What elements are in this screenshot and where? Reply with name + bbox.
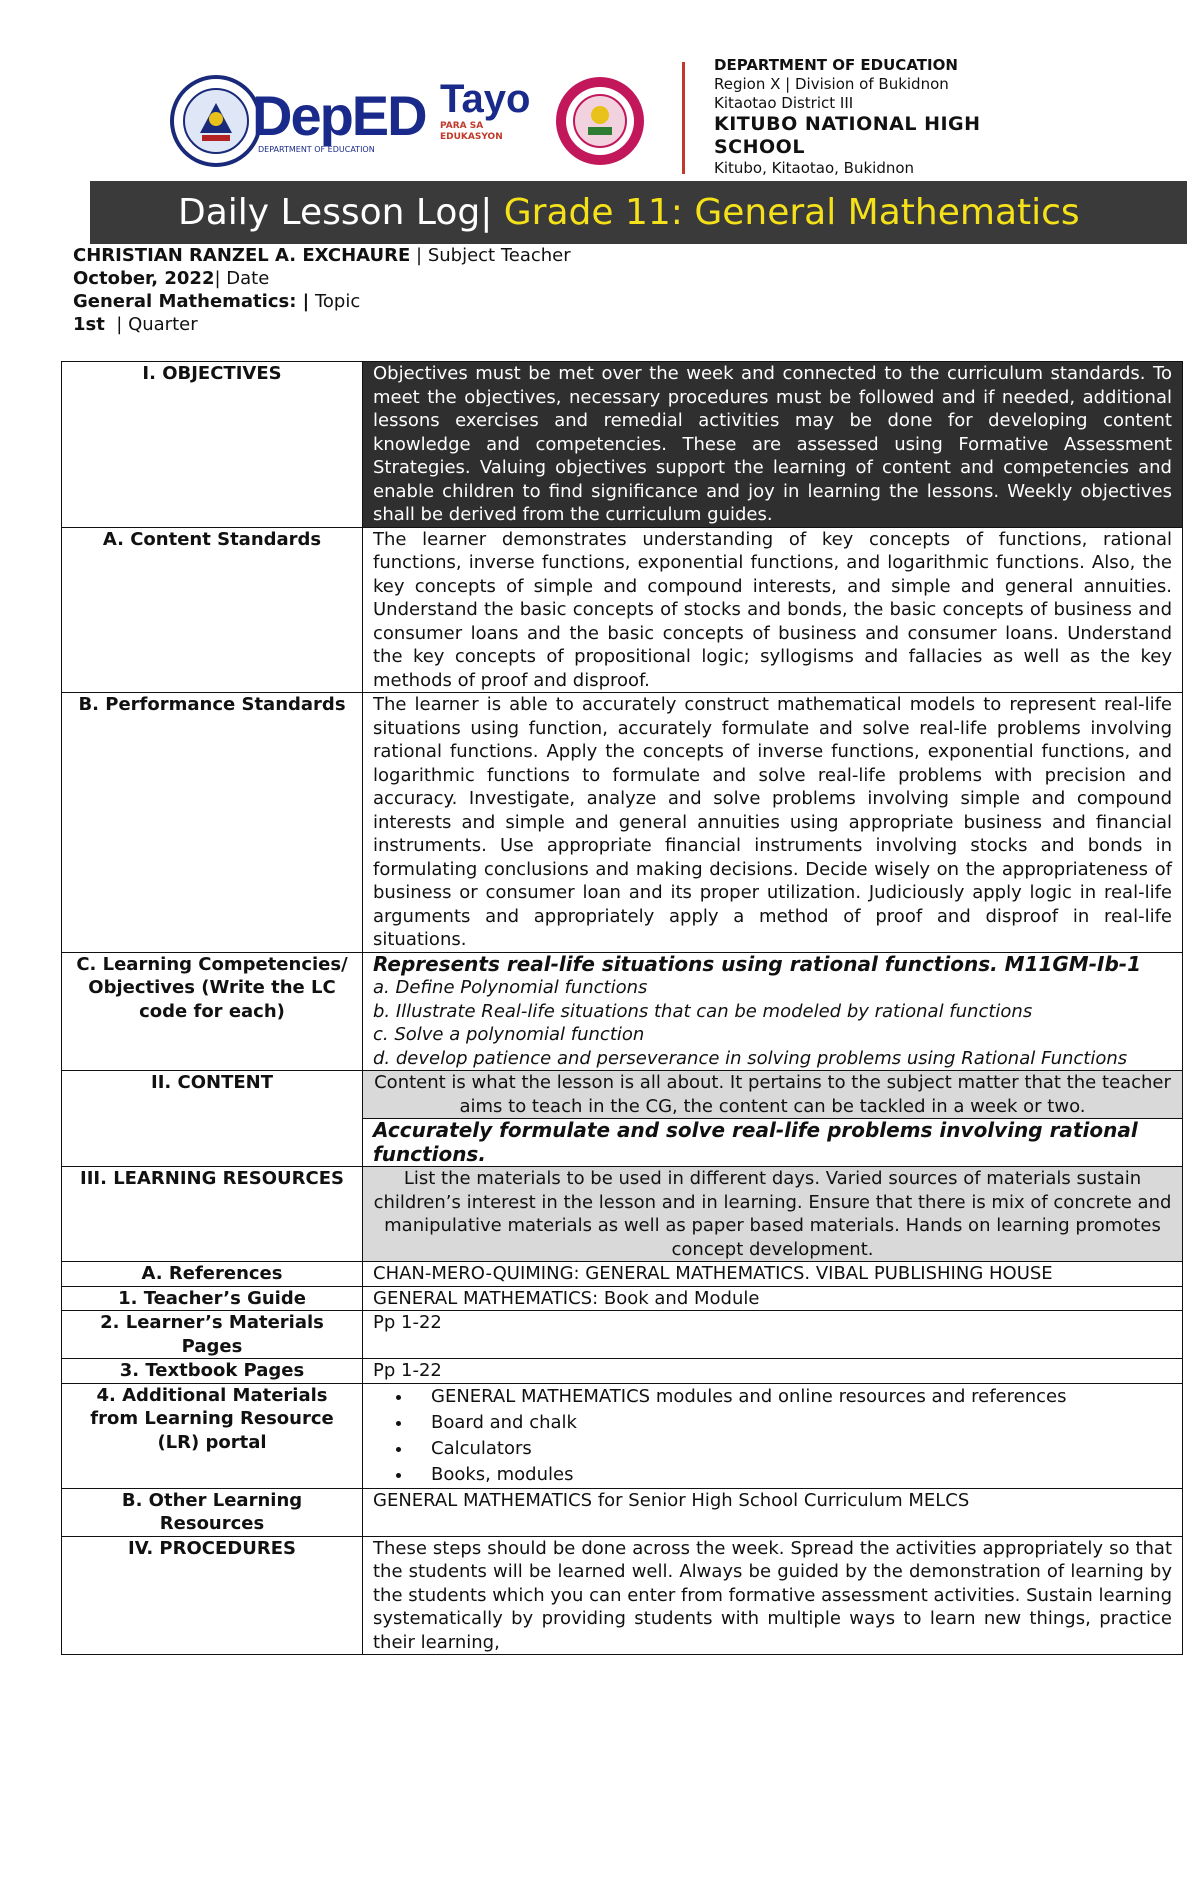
textbook-pages-text: Pp 1-22	[363, 1359, 1183, 1384]
quarter-line	[73, 313, 571, 336]
tayo-edukasyon-logo	[440, 77, 530, 167]
date-value: October, 2022	[73, 268, 215, 289]
table-row	[62, 1359, 1183, 1384]
school-address: Kitubo, Kitaotao, Bukidnon	[714, 159, 915, 177]
date-line	[73, 267, 571, 290]
deped-wordmark-text: DepED	[252, 84, 426, 147]
topic-label: Topic	[309, 291, 361, 312]
list-item: • Calculators	[413, 1436, 1172, 1462]
table-row	[62, 1262, 1183, 1287]
topic-value: General Mathematics: |	[73, 291, 310, 312]
school-header	[714, 56, 1114, 178]
date-label: | Date	[214, 268, 270, 289]
content-label: II. CONTENT	[62, 1071, 363, 1167]
lesson-log-table	[61, 361, 1183, 1655]
competency-item: b. Illustrate Real-life situations that can be modeled by rational functions	[373, 1000, 1033, 1022]
procedures-text: These steps should be done across the week. Spread the activities appropriately so that the students will be learned well. Always be guided by the demonstration of learning by the students which you can enter from formative assessment activities. Sustain learning systematically by providing students with multiple ways to learn new things, practice their learning,	[363, 1536, 1183, 1655]
banner-subtitle: Grade 11: General Mathematics	[492, 192, 1080, 233]
references-text: CHAN-MERO-QUIMING: GENERAL MATHEMATICS. VIBAL PUBLISHING HOUSE	[363, 1262, 1183, 1287]
materials-list	[373, 1384, 1172, 1488]
school-seal-logo	[554, 75, 646, 167]
learning-resources-text: List the materials to be used in different days. Varied sources of materials sustain children’s interest in the lesson and in learning. Ensure that there is mix of concrete and manipulative materials as well as paper based materials. Hands on learning promotes concept development.	[363, 1167, 1183, 1262]
teacher-line	[73, 244, 571, 267]
table-row	[62, 952, 1183, 1071]
performance-standards-label: B. Performance Standards	[62, 693, 363, 953]
banner-title: Daily Lesson Log|	[178, 192, 493, 233]
other-resources-text: GENERAL MATHEMATICS for Senior High School Curriculum MELCS	[363, 1488, 1183, 1536]
competencies-label: C. Learning Competencies/ Objectives (Write the LC code for each)	[62, 952, 363, 1071]
list-item: • Board and chalk	[413, 1410, 1172, 1436]
table-row	[62, 1286, 1183, 1311]
learners-materials-label: 2. Learner’s Materials Pages	[62, 1311, 363, 1359]
objectives-label: I. OBJECTIVES	[62, 362, 363, 528]
topic-line	[73, 290, 571, 313]
table-row	[62, 1167, 1183, 1262]
objectives-text: Objectives must be met over the week and connected to the curriculum standards. To meet the objectives, necessary procedures must be followed and if needed, additional lessons exercises and remedial activities may be done for developing content knowledge and competencies. These are assessed using Formative Assessment Strategies. Valuing objectives support the learning of content and competencies and enable children to find significance and joy in learning the lessons. Weekly objectives shall be derived from the curriculum guides.	[363, 362, 1183, 528]
deped-seal-logo	[170, 75, 262, 167]
content-standards-label: A. Content Standards	[62, 527, 363, 693]
deped-wordmark-subtext: DEPARTMENT OF EDUCATION	[258, 145, 375, 154]
school-name: KITUBO NATIONAL HIGH SCHOOL	[714, 113, 981, 158]
competency-item: d. develop patience and perseverance in solving problems using Rational Functions	[373, 1047, 1128, 1069]
quarter-label: | Quarter	[104, 314, 198, 335]
title-banner	[90, 181, 1187, 244]
competency-item: a. Define Polynomial functions	[373, 977, 648, 998]
learning-resources-label: III. LEARNING RESOURCES	[62, 1167, 363, 1262]
tayo-logo-subtext: PARA SA EDUKASYON	[440, 121, 503, 142]
table-row	[62, 1311, 1183, 1359]
competency-title: Represents real-life situations using rational functions. M11GM-Ib-1	[373, 951, 1141, 976]
table-row	[62, 1383, 1183, 1488]
performance-standards-text: The learner is able to accurately construct mathematical models to represent real-life situations using function, accurately formulate and solve real-life problems involving rational functions. Apply the concepts of inverse functions, exponential functions, and logarithmic functions to formulate and solve real-life problems with precision and accuracy. Investigate, analyze and solve problems involving simple and compound interests and simple and general annuities using appropriate business and financial instruments. Use appropriate financial instruments involving stocks and bonds in formulating conclusions and making decisions. Decide wisely on the appropriateness of business or consumer loan and its proper utilization. Judiciously apply logic in real-life arguments and appropriately apply a method of proof and disproof in real-life situations.	[363, 693, 1183, 953]
content-topic: Accurately formulate and solve real-life problems involving rational functions.	[363, 1119, 1183, 1167]
district-line: Kitaotao District III	[714, 94, 854, 112]
region-line: Region X | Division of Bukidnon	[714, 75, 949, 93]
procedures-label: IV. PROCEDURES	[62, 1536, 363, 1655]
header-divider	[682, 62, 685, 174]
content-standards-text: The learner demonstrates understanding of key concepts of functions, rational functions, inverse functions, exponential functions, and logarithmic functions. Also, the key concepts of simple and compound interests, and simple and general annuities. Understand the basic concepts of stocks and bonds, the basic concepts of business and consumer loans and the basic concepts of business and consumer loans. Understand the key concepts of propositional logic; syllogisms and fallacies as well as the key methods of proof and disproof.	[363, 527, 1183, 693]
department-name: DEPARTMENT OF EDUCATION	[714, 56, 958, 74]
lesson-meta	[73, 244, 571, 336]
additional-materials-label: 4. Additional Materials from Learning Resource (LR) portal	[62, 1383, 363, 1488]
content-note: Content is what the lesson is all about. It pertains to the subject matter that the teacher aims to teach in the CG, the content can be tackled in a week or two.	[363, 1071, 1183, 1119]
learners-materials-text: Pp 1-22	[363, 1311, 1183, 1359]
competencies-cell	[363, 952, 1183, 1071]
logo-strip	[170, 75, 670, 185]
table-row	[62, 1488, 1183, 1536]
quarter-value: 1st	[73, 314, 105, 335]
table-row	[62, 527, 1183, 693]
tayo-logo-text: Tayo	[440, 77, 531, 121]
deped-wordmark-logo	[252, 84, 427, 157]
competency-item: c. Solve a polynomial function	[373, 1024, 645, 1045]
teacher-label: | Subject Teacher	[410, 245, 571, 266]
list-item: • GENERAL MATHEMATICS modules and online resources and references	[413, 1384, 1172, 1410]
teacher-name: CHRISTIAN RANZEL A. EXCHAURE	[73, 245, 411, 266]
teachers-guide-text: GENERAL MATHEMATICS: Book and Module	[363, 1286, 1183, 1311]
table-row	[62, 1536, 1183, 1655]
textbook-pages-label: 3. Textbook Pages	[62, 1359, 363, 1384]
additional-materials-cell	[363, 1383, 1183, 1488]
teachers-guide-label: 1. Teacher’s Guide	[62, 1286, 363, 1311]
table-row	[62, 362, 1183, 528]
other-resources-label: B. Other Learning Resources	[62, 1488, 363, 1536]
table-row	[62, 1071, 1183, 1119]
list-item: • Books, modules	[413, 1462, 1172, 1488]
table-row	[62, 693, 1183, 953]
references-label: A. References	[62, 1262, 363, 1287]
